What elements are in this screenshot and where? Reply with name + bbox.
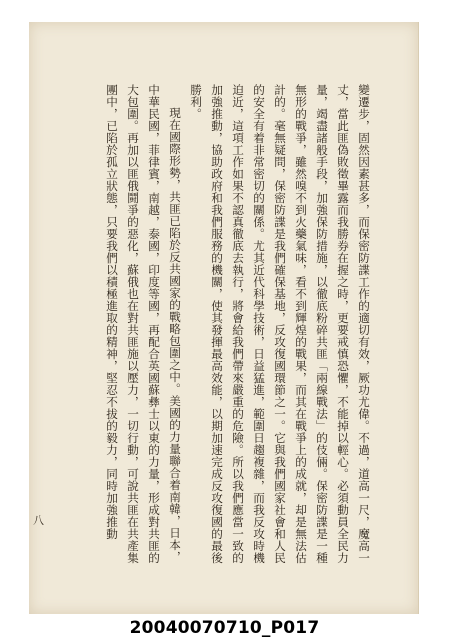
page-number: 八 [33,514,44,527]
image-caption: 20040070710_P017 [129,618,320,638]
document-page [29,22,419,614]
paragraph-2: 現在國際形勢，共匪已陷於反共國家的戰略包圍之中。美國的力量聯合着南韓，日本，中華民國，菲律賓，南越，泰國，印度等國，再配合英國蘇彝士以東的力量，形成對共匪的大包圍。再加以匪俄鬪爭的惡化，蘇俄也在對共匪施以壓力，一切行動，可說共匪在共產集團中，已陷於孤立狀態，只要我們以積極進取的精神，堅忍不拔的毅力，同時加強推動 [105,84,182,564]
paragraph-1: 變遷步，固然因素甚多，而保密防諜工作的適切有效，厥功尤偉。不過，道高一尺，魔高一丈，當此匪偽敗徵畢露而我勝券在握之時，更要戒慎恐懼，不能掉以輕心。必須動員全民力量，竭盡諸般手段，加強保防措施，以徹底粉碎共匪「兩線戰法」的伎倆。保密防諜是一種無形的戰爭，雖然嗅不到火藥氣味，看不到輝煌的戰果，而其在戰爭上的成就，却是無法估計的。毫無疑問，保密防諜是我們確保基地，反攻復國環節之一。它與我們國家社會和人民的安全有着非常密切的關係。尤其近代科學技術，日益猛進，範圍日趨複雜，而我反攻時機迫近，這項工作如果不認真徹底去執行，將會給我們帶來嚴重的危險。所以我們應當一致的加強推動，協助政府和我們服務的機關，使其發揮最高效能，以期加速完成反攻復國的最後勝利。 [189,84,371,564]
body-text [90,84,374,564]
